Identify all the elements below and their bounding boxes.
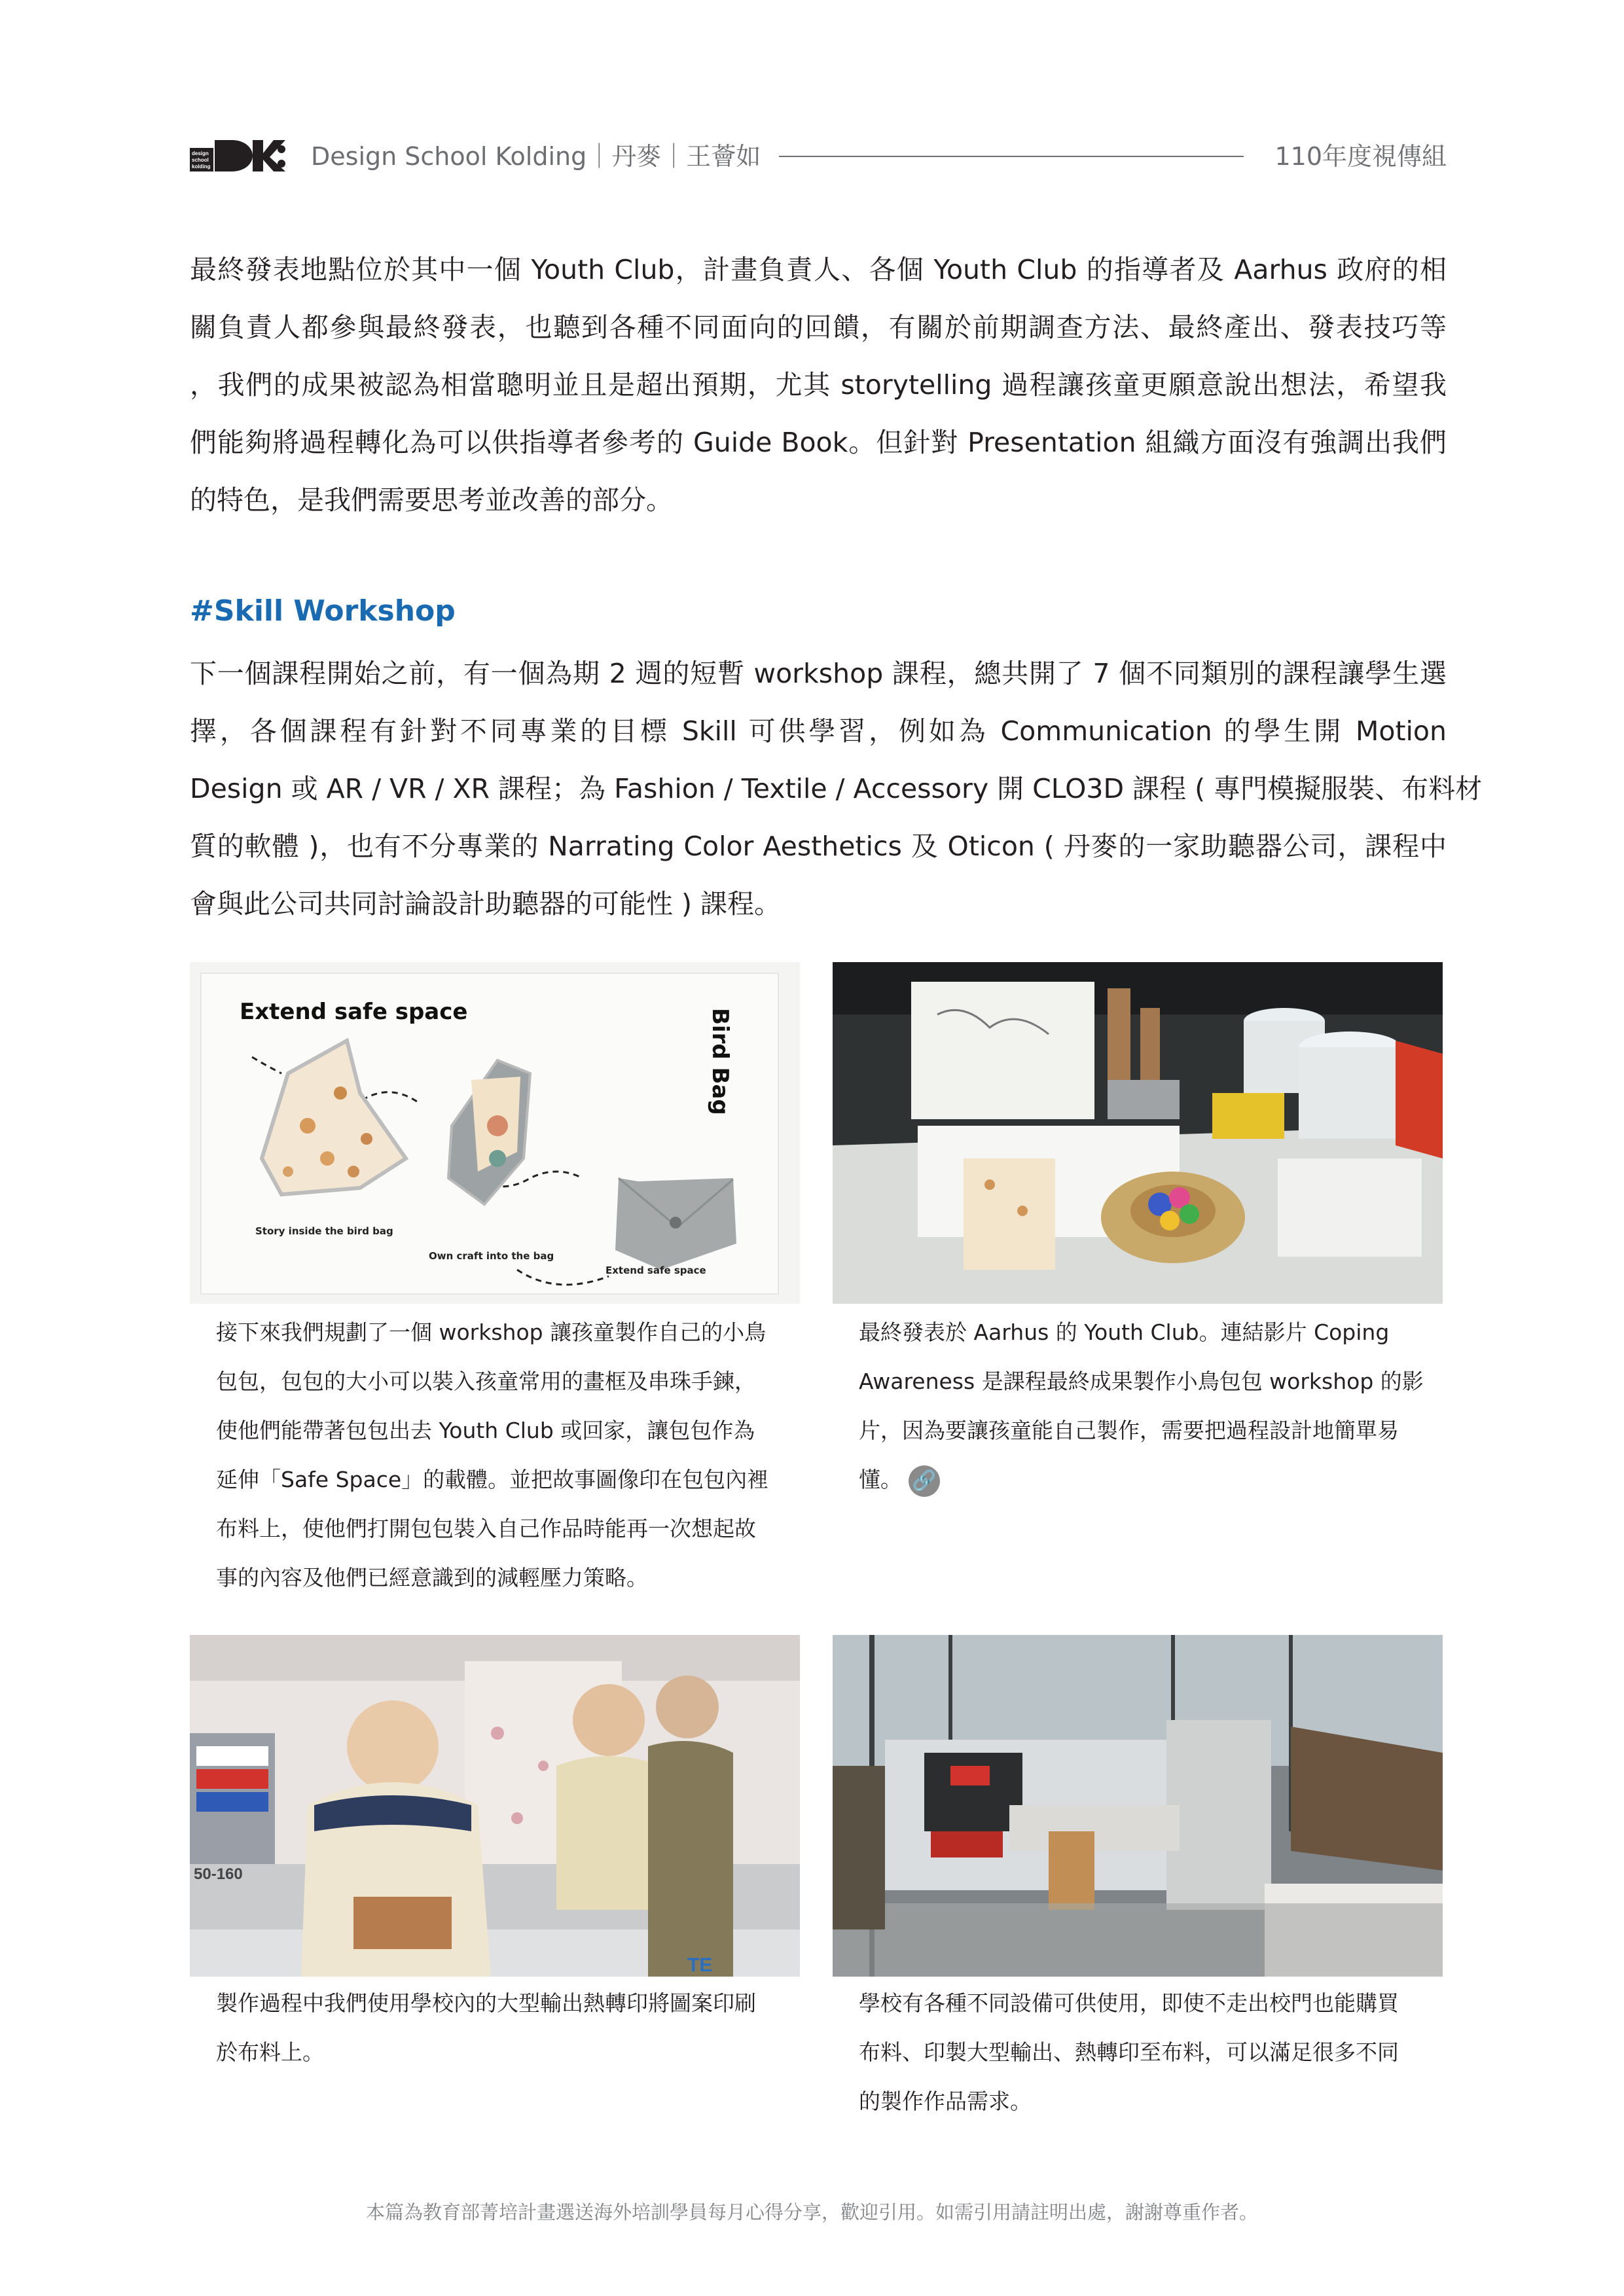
exhibition-table-photo (833, 962, 1443, 1304)
caption-line: 布料上，使他們打開包包裝入自己作品時能再一次想起故 (216, 1516, 756, 1541)
printing-drawing (190, 1635, 800, 1977)
section-heading: #Skill Workshop (190, 594, 456, 628)
caption-line: 接下來我們規劃了一個 workshop 讓孩童製作自己的小鳥 (216, 1319, 767, 1345)
exhibition-table-drawing (833, 962, 1443, 1304)
illustration-side-label: Bird Bag (707, 1008, 733, 1115)
illustration-label: Extend safe space (605, 1265, 706, 1276)
caption-line: 製作過程中我們使用學校內的大型輸出熱轉印將圖案印刷 (216, 1990, 756, 2016)
svg-text:school: school (192, 157, 209, 163)
page-header (190, 128, 1447, 183)
skill-line: 下一個課程開始之前，有一個為期 2 週的短暫 workshop 課程，總共開了 7 個不同類別的課程讓學生選 (190, 658, 1447, 689)
intro-line: 關負責人都參與最終發表，也聽到各種不同面向的回饋，有關於前期調查方法、最終產出、發表技巧等 (190, 312, 1447, 343)
intro-paragraph (190, 241, 1447, 529)
svg-text:design: design (192, 151, 209, 156)
caption-line: 使他們能帶著包包出去 Youth Club 或回家，讓包包作為 (216, 1418, 755, 1443)
intro-line: 的特色，是我們需要思考並改善的部分。 (190, 484, 673, 516)
skill-line: Design 或 AR / VR / XR 課程；為 Fashion / Textile / Accessory 開 CLO3D 課程 ( 專門模擬服裝、布料材 (190, 773, 1483, 804)
skill-line: 擇，各個課程有針對不同專業的目標 Skill 可供學習，例如為 Communication 的學生開 Motion (190, 715, 1447, 747)
skill-line: 質的軟體 )，也有不分專業的 Narrating Color Aesthetics 及 Oticon ( 丹麥的一家助聽器公司，課程中 (190, 831, 1447, 862)
caption-line: Awareness 是課程最終成果製作小鳥包包 workshop 的影 (859, 1369, 1424, 1394)
intro-line: 最終發表地點位於其中一個 Youth Club，計畫負責人、各個 Youth Club 的指導者及 Aarhus 政府的相 (190, 254, 1447, 285)
caption-printing (216, 1979, 772, 2077)
illustration-label: Own craft into the bag (429, 1250, 554, 1262)
caption-line: 事的內容及他們已經意識到的減輕壓力策略。 (216, 1565, 648, 1590)
header-right-label: 110年度視傳組 (1274, 142, 1447, 171)
caption-workshop-room (859, 1979, 1415, 2126)
printing-photo (190, 1635, 800, 1977)
caption-line: 最終發表於 Aarhus 的 Youth Club。連結影片 Coping (859, 1319, 1390, 1345)
skill-paragraph (190, 645, 1483, 933)
caption-line: 延伸「Safe Space」的載體。並把故事圖像印在包包內裡 (216, 1467, 769, 1492)
caption-line-text: 懂。 (859, 1467, 902, 1492)
caption-line: 片，因為要讓孩童能自己製作，需要把過程設計地簡單易 (859, 1418, 1399, 1443)
svg-text:kolding: kolding (192, 164, 211, 170)
workshop-room-photo (833, 1635, 1443, 1977)
caption-exhibition (859, 1308, 1424, 1504)
caption-line (859, 1455, 1415, 1504)
caption-bird-bag (216, 1308, 772, 1602)
bird-bag-illustration (190, 962, 800, 1304)
link-icon[interactable]: 🔗 (909, 1465, 940, 1497)
skill-line: 會與此公司共同討論設計助聽器的可能性 ) 課程。 (190, 888, 782, 920)
caption-line: 布料、印製大型輸出、熱轉印至布料，可以滿足很多不同 (859, 2039, 1399, 2065)
caption-line: 學校有各種不同設備可供使用，即使不走出校門也能購買 (859, 1990, 1399, 2016)
caption-line: 的製作作品需求。 (859, 2089, 1032, 2114)
header-rule (779, 156, 1244, 157)
caption-line: 包包，包包的大小可以裝入孩童常用的畫框及串珠手鍊， (216, 1369, 756, 1394)
illustration-label: Story inside the bird bag (255, 1225, 393, 1237)
intro-line: 們能夠將過程轉化為可以供指導者參考的 Guide Book。但針對 Presentation 組織方面沒有強調出我們 (190, 427, 1447, 458)
illustration-title: Extend safe space (240, 999, 468, 1025)
dk-logo (190, 137, 288, 174)
intro-line: ，我們的成果被認為相當聰明並且是超出預期，尤其 storytelling 過程讓孩童更願意說出想法，希望我 (190, 369, 1447, 401)
page-footer: 本篇為教育部菁培計畫選送海外培訓學員每月心得分享，歡迎引用。如需引用請註明出處，謝謝尊重作者。 (365, 2201, 1258, 2223)
workshop-room-drawing (833, 1635, 1443, 1977)
caption-line: 於布料上。 (216, 2039, 324, 2065)
printer-brand-text: TE (687, 1954, 713, 1976)
header-title: Design School Kolding｜丹麥｜王薈如 (311, 142, 761, 171)
printer-label: 50-160 (194, 1865, 243, 1883)
